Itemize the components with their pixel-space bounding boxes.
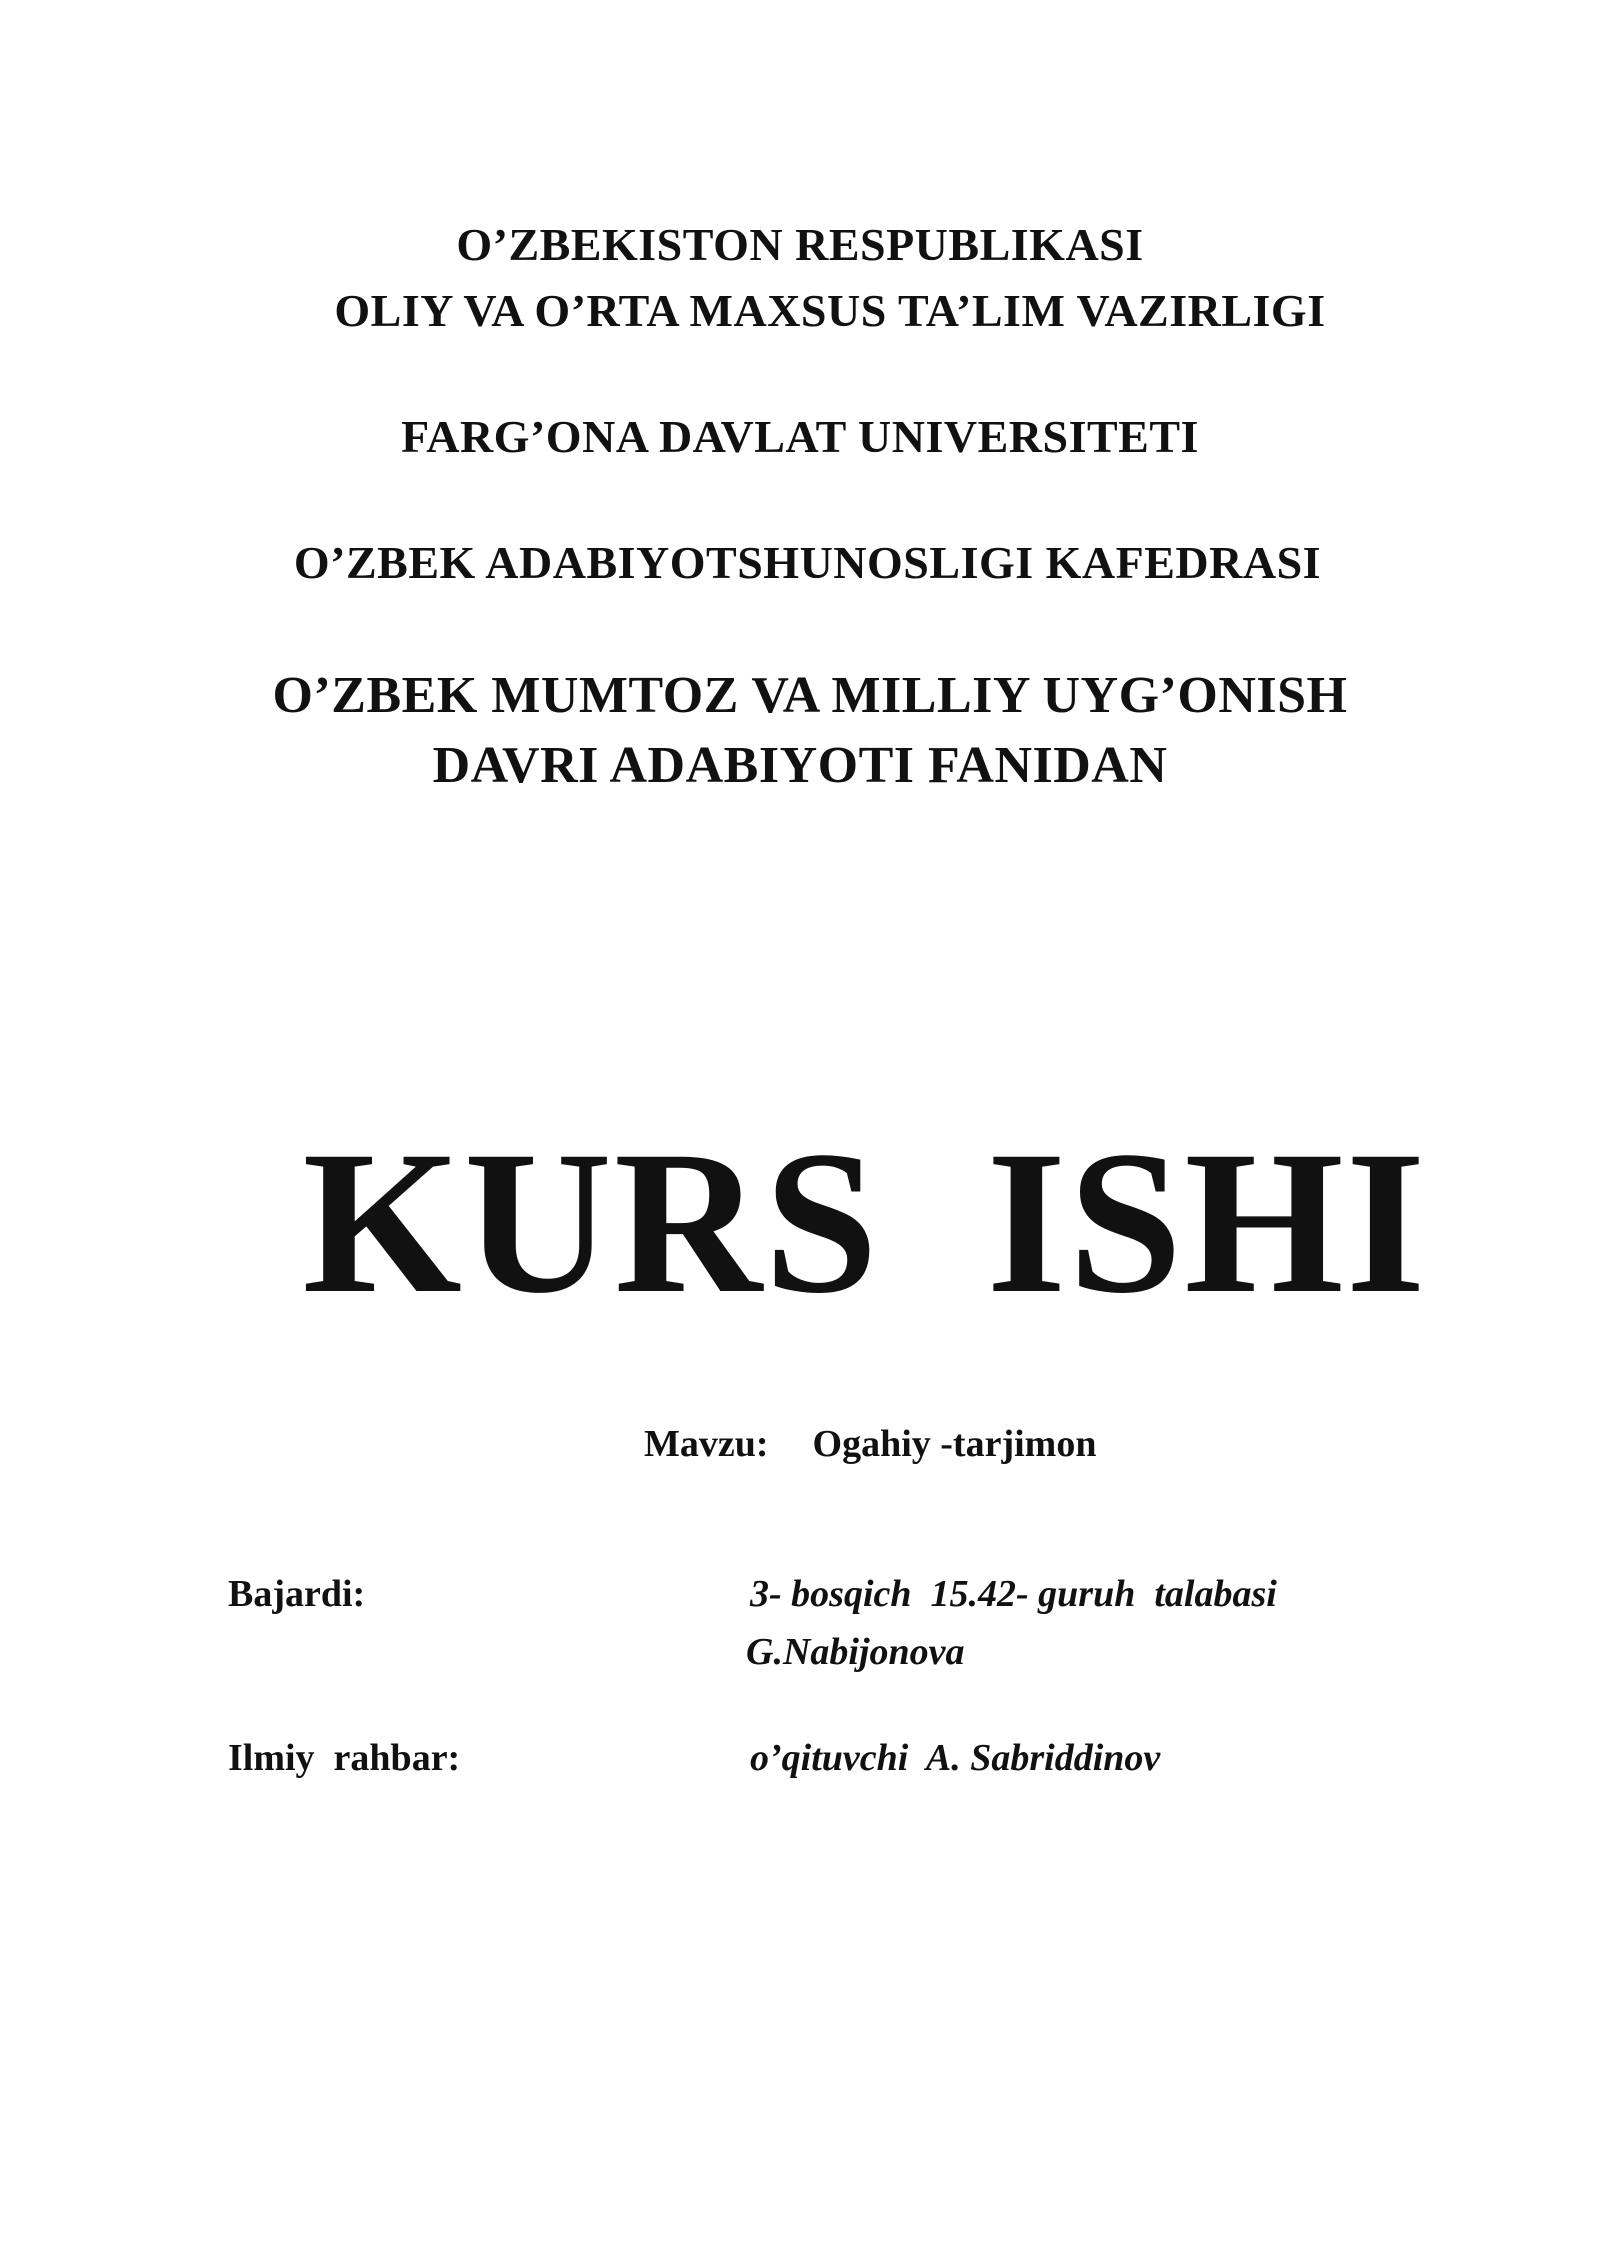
- university-name: FARG’ONA DAVLAT UNIVERSITETI: [401, 411, 1199, 462]
- department-name: O’ZBEK ADABIYOTSHUNOSLIGI KAFEDRASI: [293, 537, 1322, 588]
- topic-row: [606, 1378, 1096, 1510]
- performer-value-line-1: 3- bosqich 15.42- guruh talabasi: [750, 1573, 1277, 1615]
- ministry-country-line: O’ZBEKISTON RESPUBLIKASI: [456, 219, 1144, 270]
- subject-line-1: O’ZBEK MUMTOZ VA MILLIY UYG’ONISH: [272, 667, 1348, 724]
- supervisor-label: Ilmiy rahbar:: [228, 1737, 461, 1779]
- topic-label: Mavzu:: [644, 1423, 769, 1465]
- subject-line-2: DAVRI ADABIYOTI FANIDAN: [432, 737, 1168, 794]
- performer-label: Bajardi:: [228, 1573, 366, 1615]
- document-title: KURS ISHI: [302, 1109, 1428, 1336]
- supervisor-value: o’qituvchi A. Sabriddinov: [750, 1737, 1161, 1779]
- performer-name: G.Nabijonova: [746, 1631, 965, 1673]
- ministry-name-line: OLIY VA O’RTA MAXSUS TA’LIM VAZIRLIGI: [334, 285, 1326, 336]
- topic-value: Ogahiy -tarjimon: [812, 1423, 1097, 1465]
